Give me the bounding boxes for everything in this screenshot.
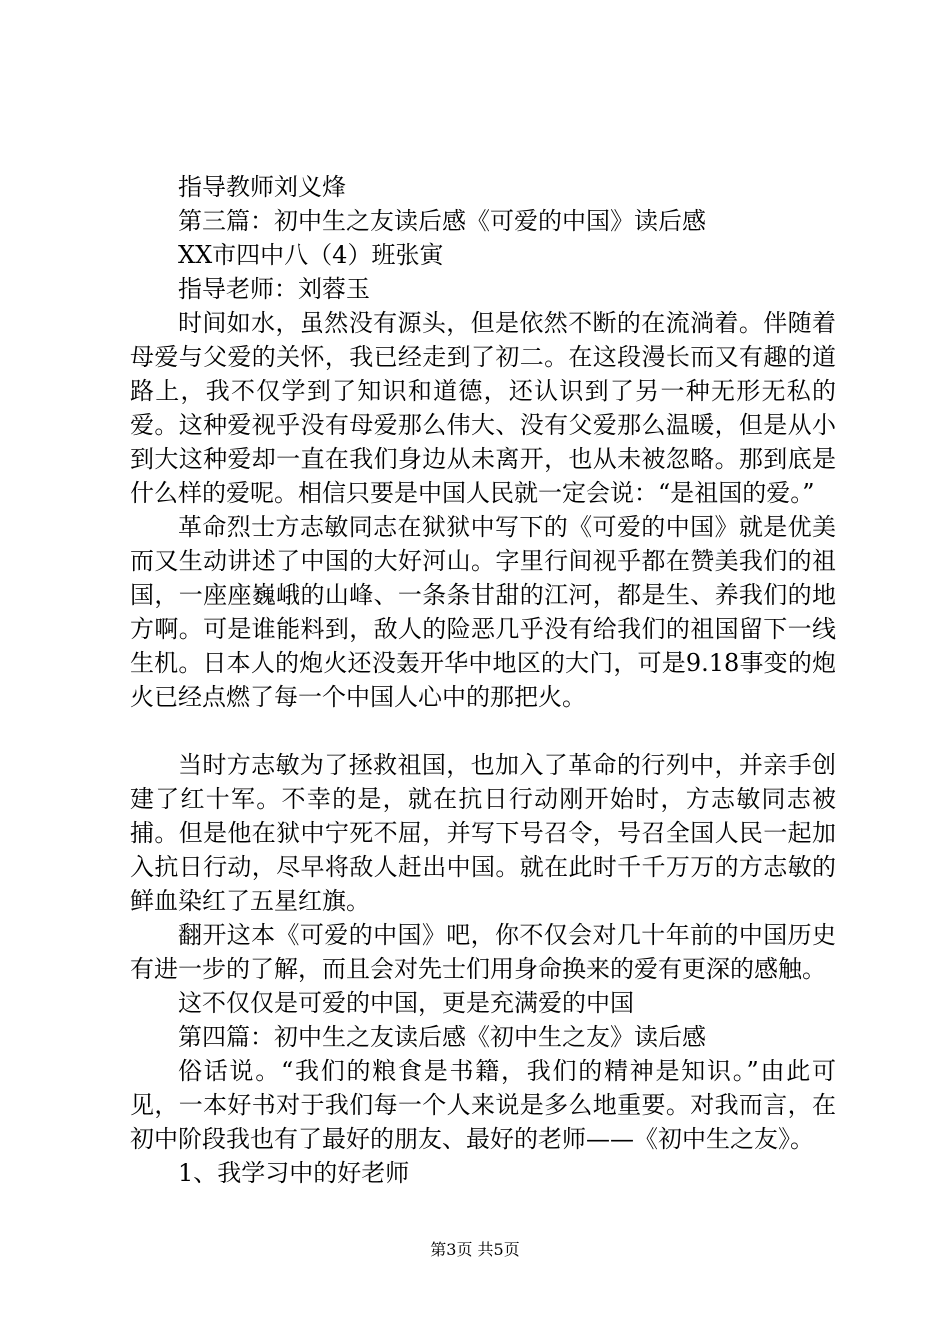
paragraph-gap xyxy=(130,714,836,748)
advisor-line-2: 指导老师：刘蓉玉 xyxy=(178,275,370,303)
article-title-3: 第三篇：初中生之友读后感《可爱的中国》读后感 xyxy=(178,207,706,235)
paragraph-closing: 这不仅仅是可爱的中国，更是充满爱的中国 xyxy=(178,989,634,1017)
advisor-line: 指导教师刘义烽 xyxy=(178,173,346,201)
paragraph-proverb: 俗话说。“我们的粮食是书籍，我们的精神是知识。”由此可见，一本好书对于我们每一个人来说是多么地重要。对我而言，在初中阶段我也有了最好的朋友、最好的老师——《初中生之友》。 xyxy=(130,1057,836,1153)
page-number-footer: 第3页 共5页 xyxy=(430,1240,520,1259)
paragraph-fang-zhimin: 当时方志敏为了拯救祖国，也加入了革命的行列中，并亲手创建了红十军。不幸的是，就在抗日行动刚开始时，方志敏同志被捕。但是他在狱中宁死不屈，并写下号召令，号召全国人民一起加入抗日行动，尽早将敌人赶出中国。就在此时千千万万的方志敏的鲜血染红了五星红旗。 xyxy=(130,751,836,915)
article-title-4: 第四篇：初中生之友读后感《初中生之友》读后感 xyxy=(178,1023,706,1051)
section-heading-1: 1、我学习中的好老师 xyxy=(178,1159,410,1187)
paragraph-martyr: 革命烈士方志敏同志在狱狱中写下的《可爱的中国》就是优美而又生动讲述了中国的大好河山。字里行间视乎都在赞美我们的祖国，一座座巍峨的山峰、一条条甘甜的江河，都是生、养我们的地方啊。可是谁能料到，敌人的险恶几乎没有给我们的祖国留下一线生机。日本人的炮火还没轰开华中地区的大门，可是9.18事变的炮火已经点燃了每一个中国人心中的那把火。 xyxy=(130,513,836,711)
paragraph-recommend: 翻开这本《可爱的中国》吧，你不仅会对几十年前的中国历史有进一步的了解，而且会对先士们用身命换来的爱有更深的感触。 xyxy=(130,921,836,983)
paragraph-intro: 时间如水，虽然没有源头，但是依然不断的在流淌着。伴随着母爱与父爱的关怀，我已经走到了初二。在这段漫长而又有趣的道路上，我不仅学到了知识和道德，还认识到了另一种无形无私的爱。这种爱视乎没有母爱那么伟大、没有父爱那么温暖，但是从小到大这种爱却一直在我们身边从未离开，也从未被忽略。那到底是什么样的爱呢。相信只要是中国人民就一定会说：“是祖国的爱。” xyxy=(130,309,836,507)
author-line: XX市四中八（4）班张寅 xyxy=(178,241,444,269)
document-body xyxy=(130,170,836,1190)
